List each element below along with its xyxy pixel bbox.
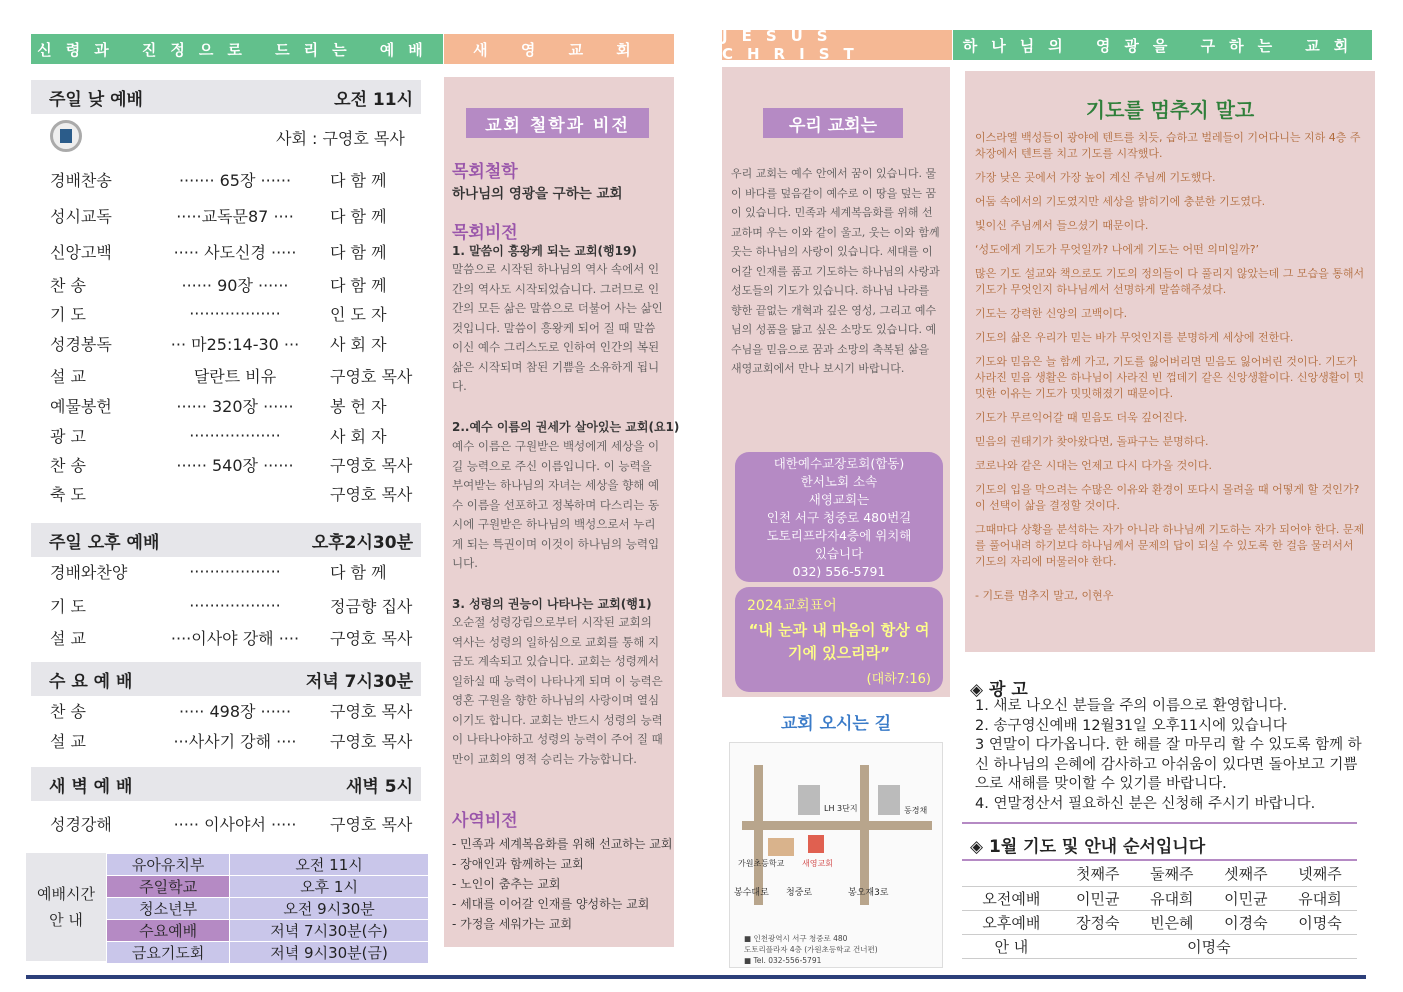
prayer-header-cell: 셋째주 xyxy=(1209,862,1283,886)
order-row xyxy=(50,204,420,227)
order-name: 광 고 xyxy=(50,427,86,446)
header-church-name: 새 영 교 회 xyxy=(444,34,674,64)
order-row xyxy=(50,394,420,417)
order-name: 신앙고백 xyxy=(50,243,112,262)
motto-text: “내 눈과 내 마음이 항상 여기에 있으리라” xyxy=(748,621,930,662)
prayer-header-row xyxy=(962,862,1357,886)
order-row xyxy=(50,482,420,505)
order-name: 기 도 xyxy=(50,305,86,324)
ministry-item: - 민족과 세계복음화를 위해 선교하는 교회 xyxy=(452,837,673,851)
order-detail: 달란트 비유 xyxy=(193,367,277,386)
divider xyxy=(962,859,1357,861)
guide-label: 안 내 xyxy=(962,934,1061,958)
schedule-time: 저녁 7시30분(수) xyxy=(230,920,429,942)
order-detail: ····· 498장 ······ xyxy=(178,702,292,721)
church-info-line: 인천 서구 청중로 480번길 xyxy=(766,510,912,525)
order-leader: 사 회 자 xyxy=(330,427,387,446)
order-row xyxy=(50,812,420,835)
map-address xyxy=(744,933,878,966)
header-worship: 신령과 진정으로 드리는 예배 xyxy=(31,34,443,64)
church-info-line: 새영교회는 xyxy=(808,492,870,507)
prayer-row xyxy=(962,910,1357,934)
prayer-cell: 오후예배 xyxy=(962,910,1061,934)
church-info-line: 도토리프라자4층에 위치해 xyxy=(766,528,912,543)
order-leader: 다 함 께 xyxy=(330,171,387,190)
order-detail: ······ 320장 ······ xyxy=(176,397,294,416)
order-leader: 구영호 목사 xyxy=(330,815,413,834)
motto-box xyxy=(735,587,943,692)
address-line: 도토리플라자 4층 (가원초등학교 건너편) xyxy=(744,945,878,954)
order-row xyxy=(50,168,420,191)
order-leader: 다 함 께 xyxy=(330,243,387,262)
order-row xyxy=(50,594,420,617)
prayer-header-cell: 둘째주 xyxy=(1135,862,1209,886)
order-name: 성경강해 xyxy=(50,815,112,834)
essay-paragraph: 기도와 믿음은 늘 함께 가고, 기도를 잃어버리면 믿음도 잃어버린 것이다. 기도가 사라진 믿음 생활은 하나님이 사라진 빈 껍데기 같은 신앙생활이다. 신앙생활이 밋밋한 이유는 기도가 밋밋해졌기 때문이다. xyxy=(975,355,1365,400)
ministry-item: - 장애인과 함께하는 교회 xyxy=(452,857,584,871)
order-detail: ····· 이사야서 ····· xyxy=(173,815,297,834)
order-leader: 인 도 자 xyxy=(330,305,387,324)
essay-paragraph: 빛이신 주님께서 들으셨기 때문이다. xyxy=(975,219,1149,232)
essay-title: 기도를 멈추지 말고 xyxy=(1085,98,1255,122)
schedule-dept: 청소년부 xyxy=(107,898,230,920)
order-name: 경배와찬양 xyxy=(50,563,128,582)
notice-title: ◈ 광 고 xyxy=(970,680,1028,700)
church-info-line: 032) 556-5791 xyxy=(792,564,886,579)
vision-2-title: 2..예수 이름의 권세가 살아있는 교회(요1) xyxy=(452,420,680,434)
map-road-2: 청중로 xyxy=(786,888,813,898)
sunday-pm-title: 주일 오후 예배 오후2시30분 xyxy=(31,523,421,557)
prayer-cell: 이명숙 xyxy=(1283,910,1357,934)
order-detail: ····이사야 강해 ···· xyxy=(170,629,300,648)
prayer-cell: 이민균 xyxy=(1209,886,1283,910)
order-leader: 구영호 목사 xyxy=(330,732,413,751)
church-info-line: 있습니다 xyxy=(814,546,864,561)
order-name: 설 교 xyxy=(50,367,86,386)
order-name: 축 도 xyxy=(50,485,86,504)
pastoral-vision-title: 목회비전 xyxy=(452,223,518,243)
map-label-church: 새영교회 xyxy=(802,859,833,868)
order-row xyxy=(50,332,420,355)
order-name: 찬 송 xyxy=(50,702,86,721)
essay-body xyxy=(975,130,1367,612)
address-line: ■ 인천광역시 서구 청중로 480 xyxy=(744,934,848,943)
pastoral-philosophy-title: 목회철학 xyxy=(452,162,518,182)
essay-paragraph: 가장 낮은 곳에서 가장 높이 계신 주님께 기도했다. xyxy=(975,171,1216,184)
order-row xyxy=(50,364,420,387)
order-leader: 다 함 께 xyxy=(330,563,387,582)
order-leader: 정금향 집사 xyxy=(330,597,413,616)
wednesday-title: 수 요 예 배 저녁 7시30분 xyxy=(31,662,421,696)
prayer-cell: 빈은혜 xyxy=(1135,910,1209,934)
order-name: 찬 송 xyxy=(50,456,86,475)
philosophy-title: 교회 철학과 비전 xyxy=(466,108,649,138)
order-leader: 구영호 목사 xyxy=(330,456,413,475)
order-name: 경배찬송 xyxy=(50,171,112,190)
schedule-label: 예배시간 안 내 xyxy=(26,853,106,961)
vision-3-title: 3. 성령의 권능이 나타나는 교회(행1) xyxy=(452,597,652,611)
order-row xyxy=(50,240,420,263)
order-detail: ·················· xyxy=(189,426,281,445)
guide-row xyxy=(962,934,1357,958)
schedule-row xyxy=(107,942,429,964)
schedule-dept: 금요기도회 xyxy=(107,942,230,964)
order-leader: 구영호 목사 xyxy=(330,367,413,386)
church-info-line: 한서노회 소속 xyxy=(800,474,878,489)
map-road-1: 봉수대로 xyxy=(734,888,769,898)
map-title: 교회 오시는 길 xyxy=(780,714,892,734)
order-leader: 다 함 께 xyxy=(330,207,387,226)
order-detail: ···사사기 강해 ···· xyxy=(173,732,297,751)
order-row xyxy=(50,699,420,722)
order-detail: ······· 65장 ······ xyxy=(178,171,292,190)
bible-icon xyxy=(50,120,82,152)
essay-paragraph: 기도의 삶은 우리가 믿는 바가 무엇인지를 분명하게 세상에 전한다. xyxy=(975,331,1294,344)
divider xyxy=(962,822,1357,824)
schedule-time: 오후 1시 xyxy=(230,876,429,898)
schedule-row xyxy=(107,920,429,942)
church-info-line: 대한예수교장로회(합동) xyxy=(773,456,905,471)
church-info-box xyxy=(735,452,943,582)
order-row xyxy=(50,453,420,476)
notice-item: 1. 새로 나오신 분들을 주의 이름으로 환영합니다. xyxy=(975,698,1288,714)
vision-1-text: 말씀으로 시작된 하나님의 역사 속에서 인간의 역사도 시작되었습니다. 그러므로 인간의 모든 삶은 말씀으로 더불어 사는 삶인 것입니다. 말씀이 흥왕케 되어 질 때 말씀이신 예수 그리스도로 인하여 인간의 복된 삶은 시작되며 참된 기쁨을 소유하게 됩니다. xyxy=(452,262,663,393)
order-detail: ······ 90장 ······ xyxy=(181,276,289,295)
essay-paragraph: 믿음의 권태기가 찾아왔다면, 돌파구는 분명하다. xyxy=(975,435,1209,448)
notice-list xyxy=(975,697,1365,814)
prayer-header-cell xyxy=(962,862,1061,886)
essay-paragraph: 기도가 무르익어갈 때 믿음도 더욱 깊어진다. xyxy=(975,411,1188,424)
schedule-row xyxy=(107,898,429,920)
order-leader: 다 함 께 xyxy=(330,276,387,295)
order-name: 성시교독 xyxy=(50,207,112,226)
order-detail: ·················· xyxy=(189,562,281,581)
essay-paragraph: 많은 기도 설교와 책으로도 기도의 정의들이 다 풀리지 않았는데 그 모습을 통해서 기도가 무엇인지 하나님께서 선명하게 말씀해주셨다. xyxy=(975,267,1365,296)
footer-bar xyxy=(26,975,1366,979)
prayer-cell: 유대희 xyxy=(1283,886,1357,910)
notice-item: 3 연말이 다가옵니다. 한 해를 잘 마무리 할 수 있도록 함께 하신 하나님의 은혜에 감사하고 아쉬움이 있다면 돌아보고 기쁨으로 새해를 맞이할 수 있기를 바랍니다. xyxy=(975,737,1362,792)
order-row xyxy=(50,424,420,447)
guide-value: 이명숙 xyxy=(1061,934,1357,958)
order-detail: ·················· xyxy=(189,596,281,615)
prayer-cell: 이민균 xyxy=(1061,886,1135,910)
header-jesus-christ: JESUS CHRIST xyxy=(722,30,952,60)
map xyxy=(729,742,943,968)
order-leader: 봉 헌 자 xyxy=(330,397,387,416)
order-detail: ······ 540장 ······ xyxy=(176,456,294,475)
prayer-table xyxy=(962,862,1357,959)
ministry-item: - 가정을 세워가는 교회 xyxy=(452,917,573,931)
vision-2-text: 예수 이름은 구원받은 백성에게 세상을 이길 능력으로 주신 이름입니다. 이 능력을 부여받는 하나님의 자녀는 세상을 향해 예수 이름을 선포하고 정복하며 다스리는 동시에 구원받은 하나님의 백성으로서 누리게 되는 특권이며 이것이 하나님의 능력입니다. xyxy=(452,439,660,570)
essay-paragraph: 기도는 강력한 신앙의 고백이다. xyxy=(975,307,1128,320)
schedule-table xyxy=(106,853,429,964)
order-leader: 구영호 목사 xyxy=(330,485,413,504)
essay-paragraph: ‘성도에게 기도가 무엇일까? 나에게 기도는 어떤 의미일까?’ xyxy=(975,243,1260,256)
sunday-am-title: 주일 낮 예배 오전 11시 xyxy=(31,80,421,114)
ministry-item: - 노인이 춤추는 교회 xyxy=(452,877,561,891)
schedule-row xyxy=(107,854,429,876)
order-detail: ·················· xyxy=(189,304,281,323)
schedule-time: 오전 9시30분 xyxy=(230,898,429,920)
notice-item: 4. 연말정산서 필요하신 분은 신청해 주시기 바랍니다. xyxy=(975,795,1316,812)
order-name: 설 교 xyxy=(50,629,86,648)
essay-paragraph: 어둠 속에서의 기도였지만 세상을 밝히기에 충분한 기도였다. xyxy=(975,195,1266,208)
vision-3-text: 오순절 성령강림으로부터 시작된 교회의 역사는 성령의 일하심으로 교회를 통해 지금도 계속되고 있습니다. 교회는 성령께서 일하실 때 능력이 나타나게 되며 이 능력은 영혼 구원을 향한 하나님의 사랑이며 열심이기도 합니다. 교회는 반드시 성령의 능력이 나타나야하고 성령의 능력이 주어 질 때만이 교회의 영적 승리는 가능합니다. xyxy=(452,615,663,766)
prayer-header-cell: 넷째주 xyxy=(1283,862,1357,886)
essay-paragraph: 이스라엘 백성들이 광야에 텐트를 치듯, 습하고 벌레들이 기어다니는 지하 4층 주차장에서 텐트를 치고 기도를 시작했다. xyxy=(975,131,1361,160)
sunday-host: 사회 : 구영호 목사 xyxy=(276,129,405,148)
schedule-row xyxy=(107,876,429,898)
prayer-row xyxy=(962,886,1357,910)
essay-paragraph: 그때마다 상황을 분석하는 자가 아니라 하나님께 기도하는 자가 되어야 한다. 문제를 풀어내려 하기보다 하나님께서 문제의 답이 되실 수 있도록 한 걸음 물러서서 기도의 자리에 머물러야 한다. xyxy=(975,523,1365,568)
order-name: 기 도 xyxy=(50,597,86,616)
header-glory: 하나님의 영광을 구하는 교회 xyxy=(953,30,1372,60)
order-detail: ····· 사도신경 ····· xyxy=(173,243,297,262)
map-road-3: 봉오재3로 xyxy=(848,888,889,898)
map-label-lh: LH 3단지 xyxy=(824,804,858,813)
schedule-time: 오전 11시 xyxy=(230,854,429,876)
order-name: 예물봉헌 xyxy=(50,397,112,416)
order-name: 찬 송 xyxy=(50,276,86,295)
about-text: 우리 교회는 예수 안에서 꿈이 있습니다. 물이 바다를 덮음같이 예수로 이 땅을 덮는 꿈이 있습니다. 민족과 세계복음화를 위해 선교하며 우는 이와 같이 울고, 웃는 이와 함께 웃는 하나님의 사랑이 있습니다. 세대를 이어갈 인재를 품고 기도하는 하나님의 사랑과 성도들의 기도가 있습니다. 하나님 나라를 향한 끝없는 개혁과 깊은 영성, 그리고 예수님의 성품을 닮고 싶은 소망도 있습니다. 예수님을 믿음으로 꿈과 소망의 축복된 삶을 새영교회에서 만나 보시기 바랍니다. xyxy=(731,167,940,375)
order-leader: 구영호 목사 xyxy=(330,629,413,648)
address-line: ■ Tel. 032-556-5791 xyxy=(744,956,822,965)
essay-paragraph: 기도의 입을 막으려는 수많은 이유와 환경이 또다시 몰려올 때 어떻게 할 것인가? 이 선택이 삶을 결정할 것이다. xyxy=(975,483,1360,512)
order-row xyxy=(50,273,420,296)
ministry-item: - 세대를 이어갈 인재를 양성하는 교회 xyxy=(452,897,650,911)
order-leader: 사 회 자 xyxy=(330,335,387,354)
prayer-cell: 장정숙 xyxy=(1061,910,1135,934)
schedule-dept: 주일학교 xyxy=(107,876,230,898)
prayer-header-cell: 첫째주 xyxy=(1061,862,1135,886)
order-name: 설 교 xyxy=(50,732,86,751)
schedule-time: 저녁 9시30분(금) xyxy=(230,942,429,964)
schedule-dept: 유아유치부 xyxy=(107,854,230,876)
order-detail: ··· 마25:14-30 ··· xyxy=(170,335,300,354)
order-name: 성경봉독 xyxy=(50,335,112,354)
motto-year: 2024교회표어 xyxy=(747,598,837,614)
order-row xyxy=(50,729,420,752)
ministry-vision-title: 사역비전 xyxy=(452,811,518,831)
ministry-vision-list xyxy=(452,834,672,934)
motto-ref: (대하7:16) xyxy=(866,672,931,687)
vision-1-title: 1. 말씀이 흥왕케 되는 교회(행19) xyxy=(452,244,637,258)
prayer-cell: 오전예배 xyxy=(962,886,1061,910)
schedule-dept: 수요예배 xyxy=(107,920,230,942)
order-row xyxy=(50,302,420,325)
map-label-school: 가원초등학교 xyxy=(738,859,785,868)
pastoral-philosophy-text: 하나님의 영광을 구하는 교회 xyxy=(452,186,623,202)
notice-item: 2. 송구영신예배 12월31일 오후11시에 있습니다 xyxy=(975,717,1287,734)
prayer-cell: 이경숙 xyxy=(1209,910,1283,934)
prayer-title: ◈ 1월 기도 및 안내 순서입니다 xyxy=(970,837,1206,857)
about-title: 우리 교회는 xyxy=(763,108,903,138)
map-label-dong: 동경채 xyxy=(904,806,928,815)
essay-paragraph: 코로나와 같은 시대는 언제고 다시 다가올 것이다. xyxy=(975,459,1212,472)
order-detail: ·····교독문87 ···· xyxy=(176,207,294,226)
order-leader: 구영호 목사 xyxy=(330,702,413,721)
dawn-title: 새 벽 예 배 새벽 5시 xyxy=(31,767,421,801)
essay-paragraph: - 기도를 멈추지 말고, 이현우 xyxy=(975,589,1114,602)
order-row xyxy=(50,626,420,649)
prayer-cell: 유대희 xyxy=(1135,886,1209,910)
order-row xyxy=(50,560,420,583)
